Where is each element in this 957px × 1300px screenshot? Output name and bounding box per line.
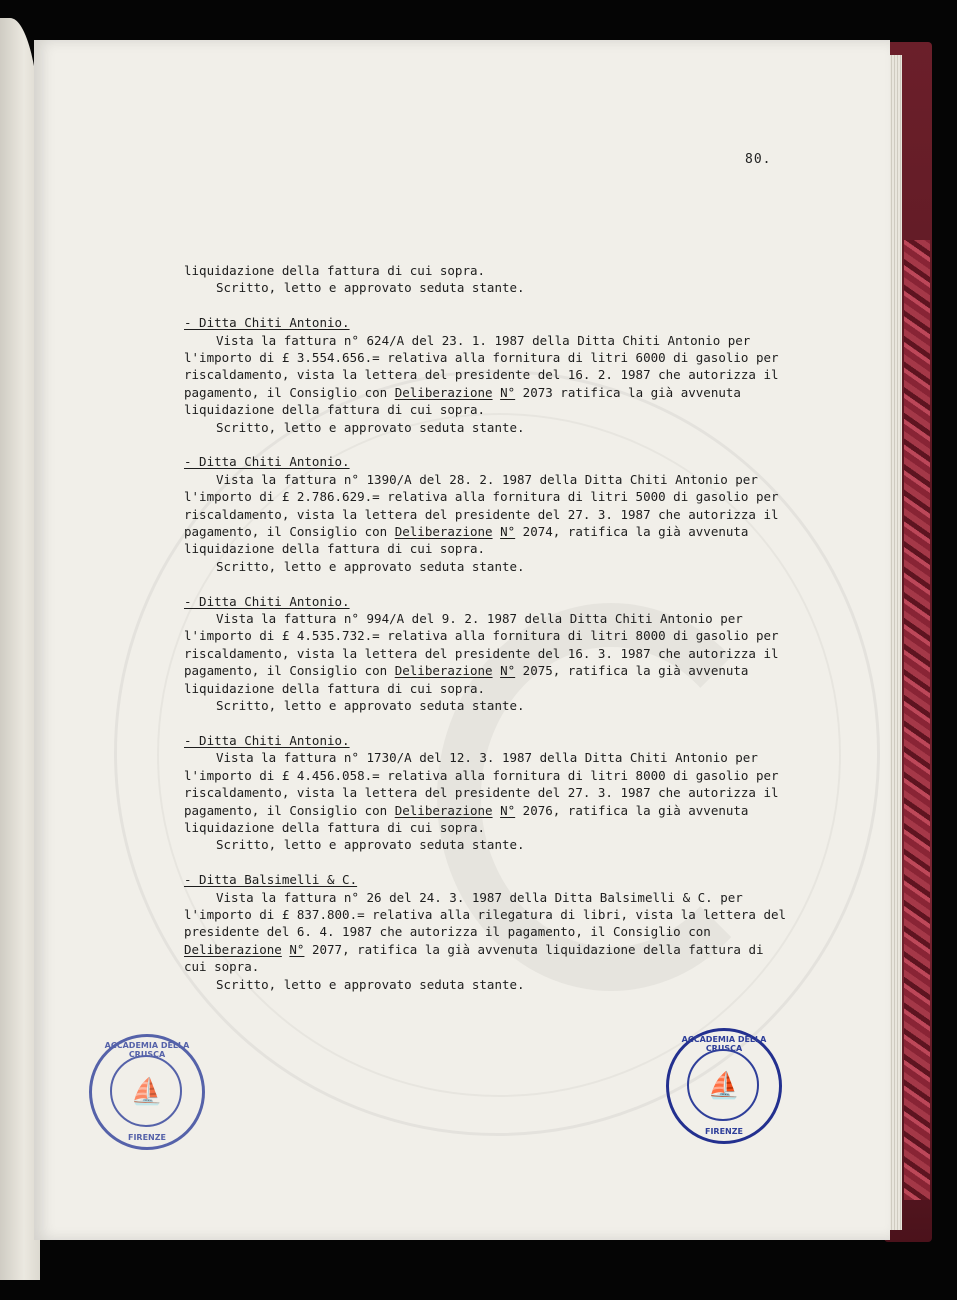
underlined-term: Deliberazione: [394, 663, 493, 679]
text-line: [184, 662, 749, 679]
text-line: Scritto, letto e approvato seduta stante.: [216, 976, 525, 992]
section-heading-text: - Ditta Chiti Antonio.: [184, 732, 350, 748]
text-fragment: 2073 ratifica la già avvenuta: [515, 384, 741, 400]
text-line: [184, 384, 741, 401]
page-number: 80.: [745, 152, 772, 167]
text-fragment: [493, 524, 501, 539]
text-line: Scritto, letto e approvato seduta stante.: [216, 558, 525, 574]
stamp-left-bottom-text: FIRENZE: [127, 1133, 167, 1142]
text-line: riscaldamento, vista la lettera del presidente del 16. 2. 1987 che autorizza il: [184, 367, 779, 383]
underlined-term: N°: [500, 802, 516, 818]
stamp-left-top-text: ACCADEMIA DELLA CRUSCA: [104, 1041, 190, 1059]
document-body: [184, 262, 787, 993]
text-line: Vista la fattura n° 26 del 24. 3. 1987 della Ditta Balsimelli & C. per: [216, 889, 743, 905]
text-line: Scritto, letto e approvato seduta stante.: [216, 419, 525, 435]
document-page: [34, 40, 890, 1240]
text-line: Vista la fattura n° 994/A del 9. 2. 1987 della Ditta Chiti Antonio per: [216, 611, 743, 627]
stamp-ring: [687, 1049, 759, 1121]
text-line: riscaldamento, vista la lettera del presidente del 27. 3. 1987 che autorizza il: [184, 506, 779, 522]
text-fragment: 2075, ratifica la già avvenuta: [515, 663, 749, 679]
section-heading-text: - Ditta Balsimelli & C.: [184, 872, 358, 888]
underlined-term: N°: [289, 941, 305, 957]
section-heading: [184, 732, 704, 749]
text-fragment: 2074, ratifica la già avvenuta: [515, 524, 749, 540]
text-fragment: [493, 663, 501, 678]
text-line: Vista la fattura n° 624/A del 23. 1. 1987 della Ditta Chiti Antonio per: [216, 332, 751, 348]
text-line: cui sopra.: [184, 959, 260, 975]
text-fragment: [493, 803, 501, 818]
section-heading: [184, 453, 704, 470]
text-fragment: pagamento, il Consiglio con: [184, 663, 395, 679]
marbled-endpaper: [904, 240, 930, 1200]
text-line: Vista la fattura n° 1730/A del 12. 3. 1987 della Ditta Chiti Antonio per: [216, 750, 758, 766]
underlined-term: N°: [500, 384, 516, 400]
underlined-term: Deliberazione: [184, 941, 282, 957]
text-fragment: 2076, ratifica la già avvenuta: [515, 802, 749, 818]
stamp-right-top-text: ACCADEMIA DELLA CRUSCA: [681, 1035, 767, 1053]
text-line: Scritto, letto e approvato seduta stante.: [216, 698, 525, 714]
text-fragment: pagamento, il Consiglio con: [184, 524, 395, 540]
text-line: riscaldamento, vista la lettera del presidente del 16. 3. 1987 che autorizza il: [184, 645, 779, 661]
text-line: liquidazione della fattura di cui sopra.: [184, 819, 486, 835]
section-heading: [184, 593, 704, 610]
text-line: Vista la fattura n° 1390/A del 28. 2. 1987 della Ditta Chiti Antonio per: [216, 471, 758, 487]
stamp-right-bottom-text: FIRENZE: [704, 1127, 744, 1136]
institution-stamp-left: [89, 1034, 205, 1150]
section-heading: [184, 314, 704, 331]
text-fragment: pagamento, il Consiglio con: [184, 384, 395, 400]
ship-icon: ⛵: [707, 1071, 741, 1101]
text-line: riscaldamento, vista la lettera del presidente del 27. 3. 1987 che autorizza il: [184, 785, 779, 801]
text-line: Scritto, letto e approvato seduta stante.: [216, 837, 525, 853]
text-line: l'importo di £ 4.535.732.= relativa alla fornitura di litri 8000 di gasolio per: [184, 628, 779, 644]
ship-icon: ⛵: [130, 1077, 164, 1107]
text-line: liquidazione della fattura di cui sopra.: [184, 680, 486, 696]
text-line: [184, 802, 749, 819]
underlined-term: Deliberazione: [394, 524, 493, 540]
underlined-term: N°: [500, 524, 516, 540]
institution-stamp-right: [666, 1028, 782, 1144]
underlined-term: Deliberazione: [394, 384, 493, 400]
section-heading: [184, 871, 704, 888]
text-fragment: pagamento, il Consiglio con: [184, 802, 395, 818]
text-line: liquidazione della fattura di cui sopra.: [184, 263, 486, 278]
text-line: [184, 523, 749, 540]
text-line: l'importo di £ 3.554.656.= relativa alla fornitura di litri 6000 di gasolio per: [184, 350, 779, 366]
underlined-term: N°: [500, 663, 516, 679]
text-line: liquidazione della fattura di cui sopra.: [184, 541, 486, 557]
text-fragment: [493, 385, 501, 400]
text-line: presidente del 6. 4. 1987 che autorizza il pagamento, il Consiglio con: [184, 924, 711, 940]
underlined-term: Deliberazione: [394, 802, 493, 818]
text-line: liquidazione della fattura di cui sopra.: [184, 402, 486, 418]
text-line: l'importo di £ 2.786.629.= relativa alla fornitura di litri 5000 di gasolio per: [184, 489, 779, 505]
text-fragment: 2077, ratifica la già avvenuta liquidazione della fattura di: [304, 941, 764, 957]
text-line: [184, 941, 764, 958]
section-heading-text: - Ditta Chiti Antonio.: [184, 315, 350, 331]
section-heading-text: - Ditta Chiti Antonio.: [184, 454, 350, 470]
section-heading-text: - Ditta Chiti Antonio.: [184, 593, 350, 609]
stamp-ring: [110, 1055, 182, 1127]
text-line: l'importo di £ 4.456.058.= relativa alla fornitura di litri 8000 di gasolio per: [184, 767, 779, 783]
text-line: Scritto, letto e approvato seduta stante.: [216, 280, 525, 296]
text-line: l'importo di £ 837.800.= relativa alla rilegatura di libri, vista la lettera del: [184, 906, 787, 922]
